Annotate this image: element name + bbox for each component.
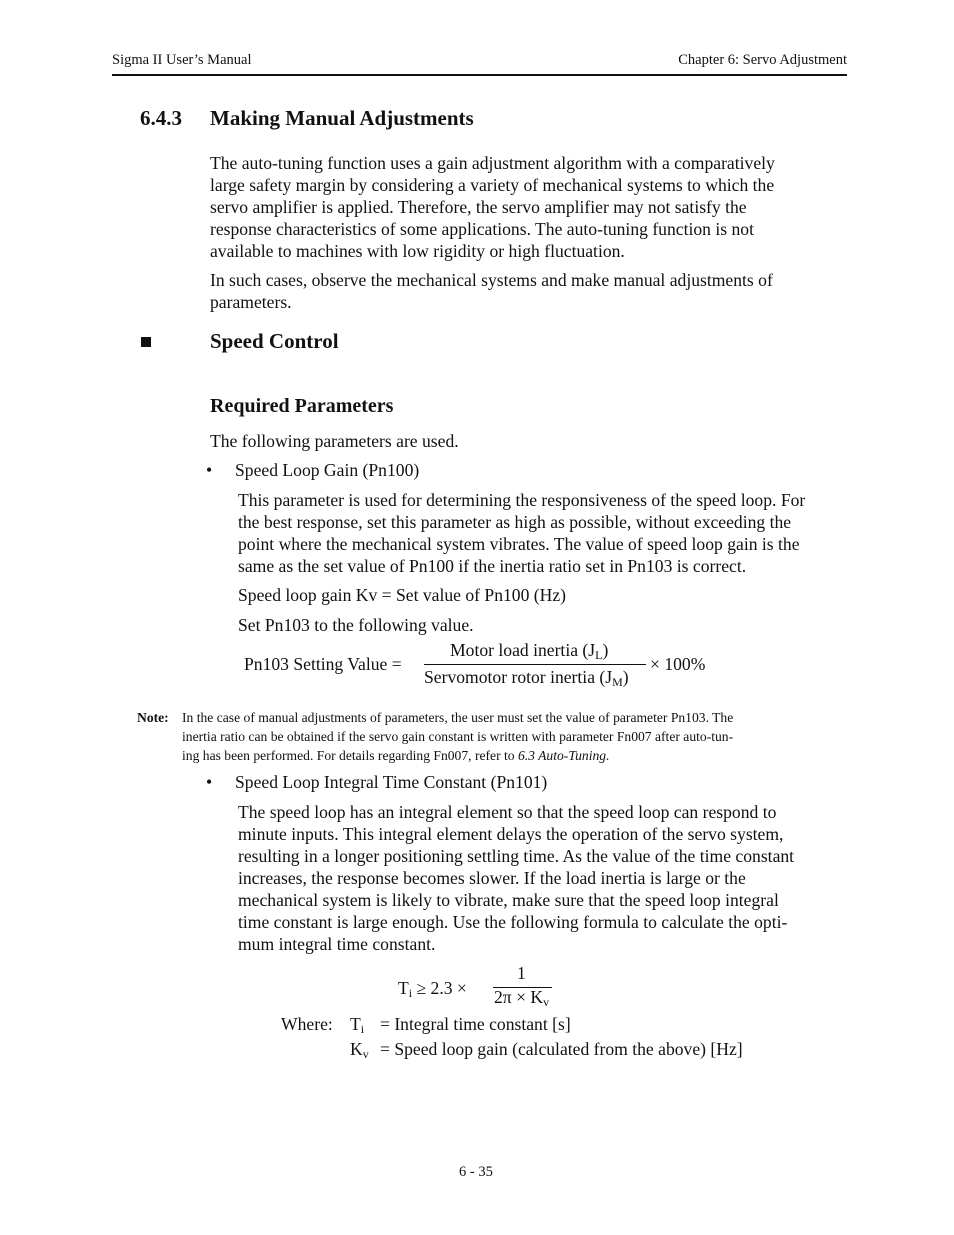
text-line: This parameter is used for determining the responsiveness of the speed loop. For: [238, 490, 806, 510]
ti-symbol: T: [398, 978, 409, 998]
where-kv-symbol: [350, 1038, 369, 1060]
fraction-bar: [424, 664, 646, 665]
section-title: Making Manual Adjustments: [210, 106, 474, 130]
where-label: Where:: [281, 1014, 333, 1034]
required-intro: The following parameters are used.: [210, 431, 459, 451]
bullet-integral-time-constant: Speed Loop Integral Time Constant (Pn101): [235, 772, 548, 792]
integral-time-constant-description: [238, 801, 843, 955]
note-label: Note:: [137, 710, 169, 725]
denominator-subscript: M: [612, 675, 623, 689]
pn103-equation-rhs: × 100%: [650, 654, 706, 674]
bullet-dot-icon: •: [206, 772, 213, 792]
text-line: The speed loop has an integral element so that the speed loop can respond to: [238, 802, 777, 822]
bullet-speed-loop-gain: Speed Loop Gain (Pn100): [235, 460, 420, 480]
set-pn103-line: Set Pn103 to the following value.: [238, 615, 474, 635]
running-header-left: Sigma II User’s Manual: [112, 52, 252, 68]
running-header-right: Chapter 6: Servo Adjustment: [678, 52, 847, 68]
ti-subscript: i: [408, 986, 413, 1000]
pn103-equation-lhs: Pn103 Setting Value =: [244, 654, 402, 674]
text-line: parameters.: [210, 292, 292, 312]
symbol-text: K: [350, 1039, 363, 1059]
speed-control-heading: Speed Control: [210, 329, 339, 353]
denominator-close: ): [622, 667, 629, 687]
section-number: 6.4.3: [140, 106, 182, 130]
numerator-subscript: L: [595, 648, 603, 662]
note-reference: 6.3 Auto-Tuning.: [517, 748, 610, 763]
ti-equation-numerator: 1: [517, 963, 526, 983]
square-bullet-icon: [141, 337, 151, 347]
required-parameters-heading: Required Parameters: [210, 395, 394, 417]
text-line: time constant is large enough. Use the following formula to calculate the opti-: [238, 912, 788, 932]
header-rule: [112, 74, 847, 76]
note-text: [182, 708, 733, 765]
text-line: minute inputs. This integral element delays the operation of the servo system,: [238, 824, 784, 844]
speed-loop-gain-description: [238, 489, 843, 577]
denominator-subscript: v: [543, 995, 550, 1009]
symbol-text: T: [350, 1014, 361, 1034]
numerator-text: Motor load inertia (J: [450, 640, 596, 660]
text-line: [182, 746, 733, 765]
text-line: resulting in a longer positioning settling time. As the value of the time constant: [238, 846, 795, 866]
text-line: In the case of manual adjustments of parameters, the user must set the value of parameter Pn103. The: [182, 710, 734, 725]
text-line: same as the set value of Pn100 if the inertia ratio set in Pn103 is correct.: [238, 556, 747, 576]
text-line: In such cases, observe the mechanical systems and make manual adjustments of: [210, 270, 773, 290]
text-line: The auto-tuning function uses a gain adjustment algorithm with a comparatively: [210, 153, 775, 173]
text-line: mechanical system is likely to vibrate, make sure that the speed loop integral: [238, 890, 779, 910]
pn103-equation-denominator: [424, 666, 629, 688]
numerator-close: ): [602, 640, 609, 660]
ti-operator: ≥ 2.3 ×: [412, 978, 467, 998]
text-line: response characteristics of some applications. The auto-tuning function is not: [210, 219, 754, 239]
text-line: increases, the response becomes slower. If the load inertia is large or the: [238, 868, 746, 888]
note-line-text: ing has been performed. For details regarding Fn007, refer to: [182, 748, 518, 763]
text-line: mum integral time constant.: [238, 934, 436, 954]
text-line: large safety margin by considering a variety of mechanical systems to which the: [210, 175, 775, 195]
where-kv-definition: = Speed loop gain (calculated from the above) [Hz]: [380, 1039, 743, 1059]
denominator-text: 2π × K: [494, 987, 544, 1007]
symbol-subscript: v: [362, 1047, 369, 1061]
speed-loop-gain-formula: Speed loop gain Kv = Set value of Pn100 (Hz): [238, 585, 567, 605]
text-line: the best response, set this parameter as high as possible, without exceeding the: [238, 512, 792, 532]
text-line: servo amplifier is applied. Therefore, the servo amplifier may not satisfy the: [210, 197, 747, 217]
where-ti-symbol: [350, 1013, 364, 1035]
symbol-subscript: i: [360, 1022, 365, 1036]
page-number: 6 - 35: [459, 1164, 493, 1180]
denominator-text: Servomotor rotor inertia (J: [424, 667, 613, 687]
text-line: inertia ratio can be obtained if the servo gain constant is written with parameter Fn007 after auto-tun-: [182, 729, 734, 744]
where-ti-definition: = Integral time constant [s]: [380, 1014, 571, 1034]
pn103-equation-numerator: [450, 639, 608, 661]
ti-equation-lhs: [398, 977, 467, 999]
text-line: available to machines with low rigidity or high fluctuation.: [210, 241, 625, 261]
ti-equation-denominator: [494, 986, 549, 1008]
text-line: point where the mechanical system vibrates. The value of speed loop gain is the: [238, 534, 800, 554]
bullet-dot-icon: •: [206, 460, 213, 480]
intro-paragraph-2: [210, 269, 830, 313]
intro-paragraph: [210, 152, 830, 262]
